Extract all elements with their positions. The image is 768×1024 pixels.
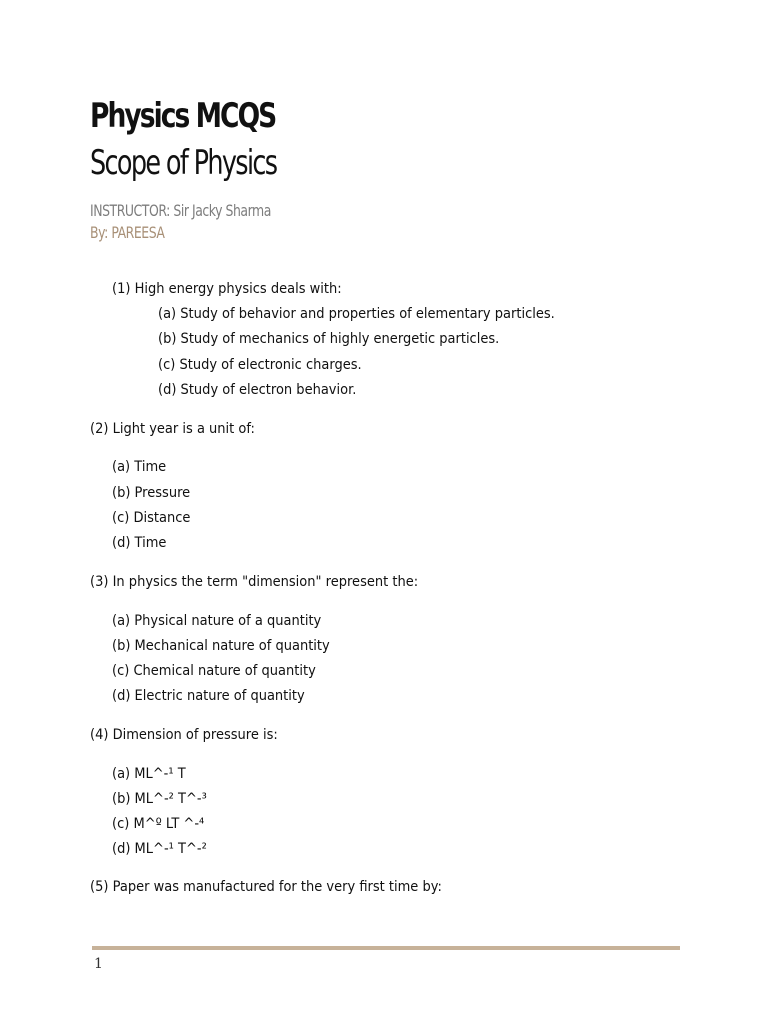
q4-option-d: (d) ML^-¹ T^-² [112,841,207,857]
q1-option-a: (a) Study of behavior and properties of elementary particles. [158,306,555,322]
question-4: (4) Dimension of pressure is: [90,727,278,743]
q2-option-d: (d) Time [112,535,167,551]
question-1: (1) High energy physics deals with: [112,281,342,297]
question-3: (3) In physics the term "dimension" represent the: [90,574,419,590]
question-5: (5) Paper was manufactured for the very first time by: [90,879,442,895]
instructor-line: INSTRUCTOR: Sir Jacky Sharma [90,201,271,220]
q3-option-a: (a) Physical nature of a quantity [112,613,322,629]
q2-option-c: (c) Distance [112,510,191,526]
footer-divider [92,946,680,950]
q4-option-c: (c) M^º LT ^-⁴ [112,816,205,832]
page-title: Physics MCQS [90,96,276,136]
page-subtitle: Scope of Physics [90,143,277,183]
q1-option-c: (c) Study of electronic charges. [158,357,362,373]
page-number: 1 [94,956,103,972]
question-2: (2) Light year is a unit of: [90,421,255,437]
q4-option-a: (a) ML^-¹ T [112,766,186,782]
q1-option-d: (d) Study of electron behavior. [158,382,357,398]
author-byline: By: PAREESA [90,223,165,242]
q2-option-b: (b) Pressure [112,485,191,501]
q3-option-d: (d) Electric nature of quantity [112,688,305,704]
q3-option-b: (b) Mechanical nature of quantity [112,638,330,654]
q4-option-b: (b) ML^-² T^-³ [112,791,207,807]
q2-option-a: (a) Time [112,459,167,475]
q1-option-b: (b) Study of mechanics of highly energetic particles. [158,331,500,347]
q3-option-c: (c) Chemical nature of quantity [112,663,316,679]
